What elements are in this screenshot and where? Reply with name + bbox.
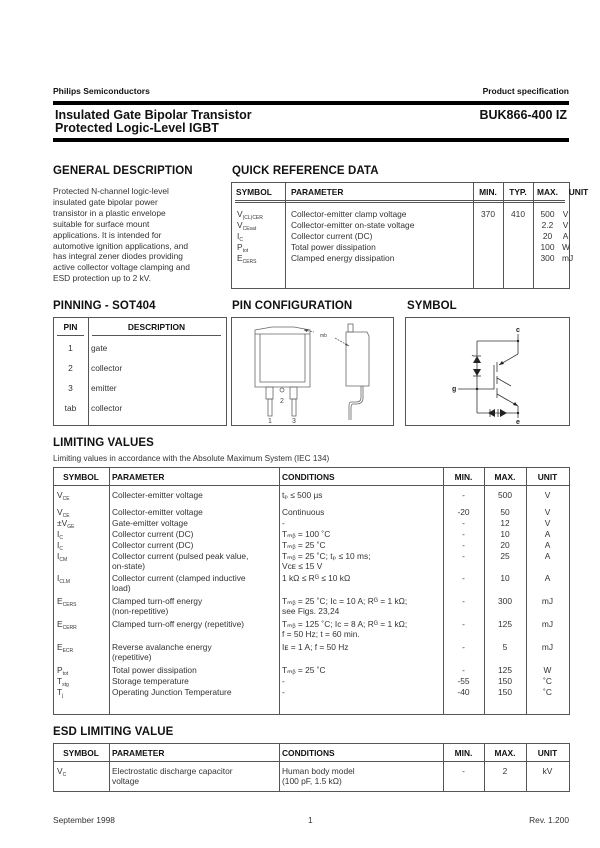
symbol-subscript: tot [242,248,249,254]
row-min: -55 [457,676,470,686]
row-min: 370 [481,209,495,219]
row-parameter [112,596,202,616]
row-unit: V [544,507,551,517]
row-min: - [462,619,465,629]
pin-2-label: 2 [280,398,284,405]
symbol-figure [405,317,570,426]
row-max: 125 [498,665,512,675]
symbol-subscript: (CL)CER [242,215,263,221]
row-symbol [57,642,73,656]
conditions-line: Tₘᵦ = 25 ˚C [282,665,326,675]
row-conditions [282,665,326,675]
row-min: - [462,551,465,561]
general-description-text [53,186,228,284]
column-header: PARAMETER [291,187,344,197]
symbol-subscript: GE [67,524,75,530]
parameter-line: Electrostatic discharge capacitor [112,766,233,776]
column-divider [88,317,89,425]
parameter-line: voltage [112,776,140,786]
row-symbol [57,573,70,587]
row-min: - [462,766,465,776]
description-line: has integral zener diodes providing [53,251,183,262]
header-divider [235,202,565,203]
parameter-line: Operating Junction Temperature [112,687,232,697]
row-unit: A [544,529,551,539]
row-parameter [112,551,248,571]
pin-number: 3 [68,383,73,393]
row-conditions [282,766,355,786]
row-conditions [282,596,407,616]
row-conditions [282,507,324,517]
row-conditions [282,551,371,571]
pin-description: emitter [91,383,117,393]
description-line: suitable for surface mount [53,218,150,229]
description-line: applications. It is intended for [53,229,162,240]
part-number: BUK866-400 IZ [479,108,567,122]
column-header: PARAMETER [112,472,165,482]
row-typ: 410 [511,209,525,219]
row-min: - [462,596,465,606]
row-conditions [282,687,285,697]
row-min: -20 [457,507,470,517]
row-unit: mJ [541,619,554,629]
symbol-main: E [237,253,243,263]
column-divider [279,743,280,791]
pin-number: tab [64,403,77,413]
parameter-line: load) [112,583,131,593]
symbol-subscript: CERS [62,602,77,608]
symbol-main: E [57,596,63,606]
row-parameter: Collector-emitter on-state voltage [291,220,415,230]
column-header: MIN. [454,748,473,758]
row-symbol [57,619,77,633]
row-max: 300 [498,596,512,606]
row-max: 10 [500,573,510,583]
mb-label: mb [320,333,327,339]
parameter-line: (repetitive) [112,652,152,662]
row-max: 12 [500,518,510,528]
pin-number: 2 [68,363,73,373]
conditions-line: - [282,518,285,528]
symbol-main: V [237,220,243,230]
title-line-2: Protected Logic-Level IGBT [55,121,219,135]
conditions-line: (100 pF, 1.5 kΩ) [282,776,342,786]
conditions-line: Tₘᵦ = 25 ˚C [282,540,326,550]
description-line: transistor in a plastic envelope [53,207,166,218]
parameter-line: Clamped turn-off energy (repetitive) [112,619,245,629]
row-parameter: Collector current (DC) [291,231,373,241]
collector-label: c [516,327,520,334]
row-conditions [282,529,330,539]
symbol-main: V [57,490,63,500]
row-parameter [112,766,233,786]
column-header: SYMBOL [63,748,99,758]
pin-description: collector [91,403,123,413]
column-header: MIN. [479,187,497,197]
row-parameter [112,490,203,500]
column-header: CONDITIONS [282,472,335,482]
parameter-line: Collector current (pulsed peak value, [112,551,249,561]
title-line-1: Insulated Gate Bipolar Transistor [55,108,252,122]
row-parameter [112,507,203,517]
parameter-line: Collector current (DC) [112,529,194,539]
symbol-subscript: j [62,693,64,699]
footer-revision: Rev. 1.200 [529,815,569,825]
limiting-values-subtitle: Limiting values in accordance with the Absolute Maximum System (IEC 134) [53,454,330,463]
row-min: - [462,518,465,528]
row-conditions [282,518,285,528]
conditions-line: see Figs. 23,24 [282,606,340,616]
column-header: MAX. [494,472,516,482]
row-symbol [57,596,77,610]
conditions-line: - [282,687,285,697]
pin-3-label: 3 [292,418,296,425]
row-max: 5 [502,642,508,652]
column-divider [285,182,286,288]
parameter-line: Clamped turn-off energy [112,596,203,606]
row-max: 150 [498,676,512,686]
row-symbol [57,687,63,701]
column-divider [109,743,110,791]
row-min: - [462,490,465,500]
symbol-subscript: CEsat [242,226,257,232]
column-header: MAX. [494,748,516,758]
conditions-line: Human body model [282,766,355,776]
row-unit: V [562,209,569,219]
igbt-schematic-symbol [406,318,569,425]
conditions-line: Tₘᵦ = 100 ˚C [282,529,331,539]
symbol-main: T [57,676,63,686]
parameter-line: Collecter-emitter voltage [112,490,203,500]
conditions-line: Tₘᵦ = 25 ˚C; Iᴄ = 10 A; Rᴳ = 1 kΩ; [282,596,408,606]
symbol-subscript: C [59,535,63,541]
row-parameter [112,540,193,550]
conditions-line: Iᴇ = 1 A; f = 50 Hz [282,642,349,652]
pin-description: gate [91,343,108,353]
conditions-line: Continuous [282,507,325,517]
pin-number: 1 [68,343,73,353]
parameter-line: Collector-emitter voltage [112,507,203,517]
parameter-line: Gate-emitter voltage [112,518,188,528]
column-header: SYMBOL [236,187,272,197]
symbol-main: E [57,642,63,652]
row-max: 150 [498,687,512,697]
row-max: 2.2 [541,220,554,230]
column-header: UNIT [537,472,558,482]
row-conditions [282,676,285,686]
row-max: 2 [502,766,508,776]
conditions-line: Tₘᵦ = 125 ˚C; Iᴄ = 8 A; Rᴳ = 1 kΩ; [282,619,408,629]
gate-label: g [452,386,457,393]
column-header: UNIT [568,187,589,197]
row-unit: ˚C [543,687,552,697]
row-parameter [112,619,244,629]
header-rule-bottom [53,138,569,142]
symbol-subscript: stg [62,682,69,688]
row-parameter [112,687,232,697]
emitter-label: e [516,419,520,425]
header-divider [57,335,84,336]
symbol-main: T [57,687,63,697]
row-unit: ˚C [543,676,552,686]
row-unit: V [544,518,551,528]
symbol-main: I [57,540,60,550]
pin-configuration-heading: PIN CONFIGURATION [232,300,353,312]
conditions-line: - [282,676,285,686]
pin-description: collector [91,363,123,373]
row-parameter: Total power dissipation [291,242,376,252]
column-divider [279,467,280,714]
header-rule-top [53,101,569,105]
symbol-main: I [237,231,240,241]
description-line: Protected N-channel logic-level [53,186,169,196]
symbol-subscript: CE [62,496,70,502]
row-parameter: Collector-emitter clamp voltage [291,209,407,219]
row-symbol [57,551,67,565]
parameter-line: Reverse avalanche energy [112,642,212,652]
esd-limiting-value-heading: ESD LIMITING VALUE [53,726,174,738]
row-conditions [282,642,348,652]
conditions-line: 1 kΩ ≤ Rᴳ ≤ 10 kΩ [282,573,351,583]
symbol-main: ±V [57,518,68,528]
parameter-line: (non-repetitive) [112,606,169,616]
row-min: - [462,642,465,652]
column-header: MIN. [454,472,473,482]
row-max: 20 [500,540,510,550]
limiting-values-heading: LIMITING VALUES [53,437,154,449]
symbol-main: V [57,507,63,517]
footer-page-number: 1 [308,815,313,825]
symbol-subscript: CE [62,513,70,519]
column-divider [503,182,504,288]
column-header: UNIT [537,748,558,758]
row-max: 300 [540,253,555,263]
symbol-main: P [237,242,243,252]
conditions-line: Tₘᵦ = 25 ˚C; tₚ ≤ 10 ms; [282,551,371,561]
row-parameter: Clamped energy dissipation [291,253,395,263]
description-line: active collector voltage clamping and [53,262,190,273]
parameter-line: Storage temperature [112,676,189,686]
header-divider [53,761,569,762]
pin-1-label: 1 [268,418,272,425]
symbol-subscript: C [59,546,63,552]
row-conditions [282,573,350,583]
row-unit: W [543,665,552,675]
row-unit: mJ [541,642,554,652]
row-symbol [57,766,66,780]
quick-reference-table [231,182,574,289]
symbol-main: I [57,551,60,561]
pinning-heading: PINNING - SOT404 [53,300,156,312]
row-max: 20 [542,231,553,241]
symbol-subscript: CERS [242,259,257,265]
symbol-subscript: CM [59,557,68,563]
column-header: DESCRIPTION [127,322,186,332]
row-max: 500 [540,209,555,219]
parameter-line: Collector current (DC) [112,540,194,550]
symbol-main: I [57,529,60,539]
description-line: automotive ignition applications, and [53,240,189,251]
header-divider [92,335,221,336]
row-unit: A [544,573,551,583]
row-min: -40 [457,687,470,697]
row-conditions [282,540,326,550]
pin-configuration-figure [231,317,394,426]
column-header: TYP. [509,187,527,197]
row-max: 10 [500,529,510,539]
row-min: - [462,665,465,675]
company-name: Philips Semiconductors [53,86,150,96]
column-divider [473,182,474,288]
row-parameter [112,642,212,662]
row-unit: V [562,220,569,230]
general-description-heading: GENERAL DESCRIPTION [53,165,193,177]
row-max: 50 [500,507,510,517]
description-line: insulated gate bipolar power [53,196,158,207]
symbol-main: V [237,209,243,219]
quick-reference-heading: QUICK REFERENCE DATA [232,165,379,177]
conditions-line: tₚ ≤ 500 µs [282,490,323,500]
symbol-subscript: C [62,772,67,778]
row-symbol [57,490,70,504]
symbol-main: E [57,619,63,629]
row-parameter [112,573,246,593]
row-unit: V [544,490,551,500]
header-divider [235,200,565,201]
column-header: MAX. [537,187,558,197]
footer-date: September 1998 [53,815,115,825]
symbol-subscript: ECR [62,648,74,654]
description-line: ESD protection up to 2 kV. [53,273,151,284]
parameter-line: on-state) [112,561,146,571]
row-unit: mJ [562,253,574,263]
row-conditions [282,490,322,500]
row-unit: mJ [541,596,554,606]
symbol-heading: SYMBOL [407,300,457,312]
header-divider [53,485,569,486]
symbol-main: V [57,766,63,776]
column-header: CONDITIONS [282,748,335,758]
conditions-line: Vᴄᴇ ≤ 15 V [282,561,323,571]
symbol-main: I [57,573,60,583]
row-max: 25 [500,551,510,561]
row-parameter [112,665,197,675]
row-max: 500 [498,490,512,500]
column-header: PIN [63,322,78,332]
row-max: 100 [540,242,555,252]
document-type: Product specification [482,86,569,96]
row-parameter [112,676,189,686]
symbol-main: P [57,665,63,675]
symbol-subscript: tot [62,671,69,677]
row-unit: A [562,231,569,241]
column-divider [109,467,110,714]
symbol-subscript: C [239,237,243,243]
column-header: PARAMETER [112,748,165,758]
row-unit: W [562,242,570,252]
conditions-line: f = 50 Hz; t = 60 min. [282,629,360,639]
row-min: - [462,529,465,539]
symbol-subscript: CERR [62,625,77,631]
row-max: 125 [498,619,512,629]
row-min: - [462,540,465,550]
row-symbol [237,253,257,267]
row-parameter [112,518,188,528]
row-unit: A [544,551,551,561]
parameter-line: Collector current (clamped inductive [112,573,246,583]
row-conditions [282,619,407,639]
row-unit: A [544,540,551,550]
row-parameter [112,529,193,539]
row-unit: kV [542,766,553,776]
symbol-subscript: CLM [59,579,70,585]
column-header: SYMBOL [63,472,99,482]
parameter-line: Total power dissipation [112,665,197,675]
sot404-package-drawing [232,318,393,425]
row-min: - [462,573,465,583]
